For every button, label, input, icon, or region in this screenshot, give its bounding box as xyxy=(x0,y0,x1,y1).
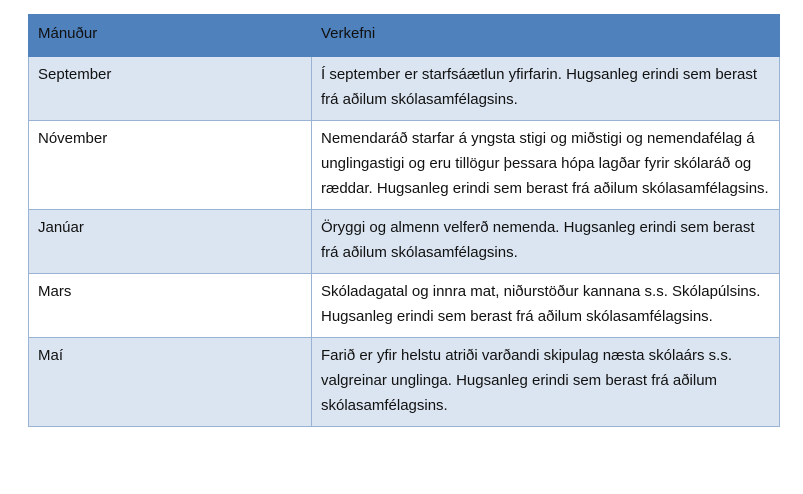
table-body xyxy=(29,57,780,427)
schedule-table xyxy=(28,14,780,427)
task-cell: Farið er yfir helstu atriði varðandi skipulag næsta skólaárs s.s. valgreinar unglinga. Hugsanleg erindi sem berast frá aðilum skólasamfélagsins. xyxy=(312,338,780,427)
table-row-january xyxy=(29,210,780,274)
month-cell: Janúar xyxy=(29,210,312,274)
header-month: Mánuður xyxy=(29,15,312,57)
table-row-november xyxy=(29,121,780,210)
task-cell: Skóladagatal og innra mat, niðurstöður kannana s.s. Skólapúlsins. Hugsanleg erindi sem berast frá aðilum skólasamfélagsins. xyxy=(312,274,780,338)
task-cell: Nemendaráð starfar á yngsta stigi og miðstigi og nemendafélag á unglingastigi og eru tillögur þessara hópa lagðar fyrir skólaráð og ræddar. Hugsanleg erindi sem berast frá aðilum skólasamfélagsins. xyxy=(312,121,780,210)
month-cell: September xyxy=(29,57,312,121)
month-cell: Nóvember xyxy=(29,121,312,210)
header-task: Verkefni xyxy=(312,15,780,57)
header-row xyxy=(29,15,780,57)
task-cell: Í september er starfsáætlun yfirfarin. Hugsanleg erindi sem berast frá aðilum skólasamfélagsins. xyxy=(312,57,780,121)
table-row-march xyxy=(29,274,780,338)
table-header xyxy=(29,15,780,57)
month-cell: Mars xyxy=(29,274,312,338)
table-row-september xyxy=(29,57,780,121)
month-cell: Maí xyxy=(29,338,312,427)
table-row-may xyxy=(29,338,780,427)
task-cell: Öryggi og almenn velferð nemenda. Hugsanleg erindi sem berast frá aðilum skólasamfélagsins. xyxy=(312,210,780,274)
